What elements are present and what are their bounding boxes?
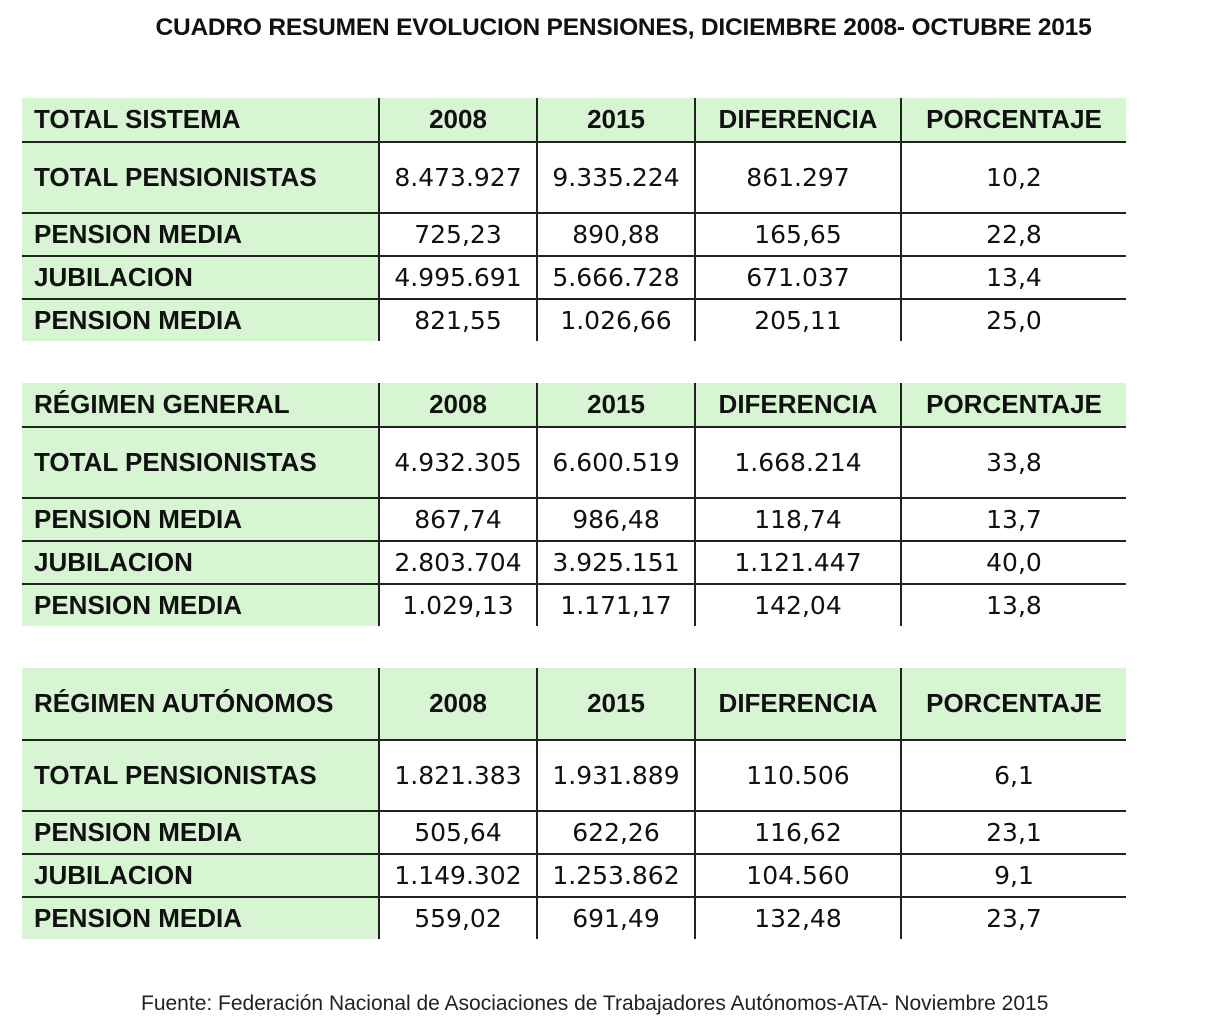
cell-diferencia: 110.506 — [695, 740, 901, 811]
cell-diferencia: 132,48 — [695, 897, 901, 939]
table-row — [22, 299, 1126, 341]
cell-diferencia: 104.560 — [695, 854, 901, 897]
cell-2008: 1.149.302 — [379, 854, 537, 897]
cell-2008: 2.803.704 — [379, 541, 537, 584]
column-header-2015: 2015 — [537, 668, 695, 740]
cell-diferencia: 861.297 — [695, 142, 901, 213]
table-regimen-general — [22, 383, 1126, 626]
cell-2008: 8.473.927 — [379, 142, 537, 213]
table-row — [22, 854, 1126, 897]
cell-porcentaje: 25,0 — [986, 306, 1042, 335]
table-regimen-autonomos — [22, 668, 1126, 939]
cell-2015: 5.666.728 — [537, 256, 695, 299]
table-header-row — [22, 98, 1126, 142]
cell-2015: 1.026,66 — [537, 299, 695, 341]
row-label: JUBILACION — [22, 541, 379, 584]
cell-porcentaje: 10,2 — [901, 142, 1126, 213]
cell-2008: 505,64 — [379, 811, 537, 854]
cell-2008: 4.995.691 — [379, 256, 537, 299]
section-heading: TOTAL SISTEMA — [22, 98, 379, 142]
column-header-diferencia: DIFERENCIA — [695, 668, 901, 740]
cell-2008: 4.932.305 — [379, 427, 537, 498]
table-header-row — [22, 383, 1126, 427]
row-label: TOTAL PENSIONISTAS — [22, 427, 379, 498]
page-title: CUADRO RESUMEN EVOLUCION PENSIONES, DICIEMBRE 2008- OCTUBRE 2015 — [155, 14, 1092, 41]
cell-diferencia: 116,62 — [695, 811, 901, 854]
table-row — [22, 811, 1126, 854]
row-label: PENSION MEDIA — [22, 498, 379, 541]
cell-diferencia: 1.668.214 — [695, 427, 901, 498]
row-label: PENSION MEDIA — [22, 897, 379, 939]
cell-porcentaje: 6,1 — [901, 740, 1126, 811]
cell-2015: 691,49 — [537, 897, 695, 939]
row-label: TOTAL PENSIONISTAS — [22, 142, 379, 213]
row-label: JUBILACION — [22, 854, 379, 897]
cell-2008: 559,02 — [379, 897, 537, 939]
cell-diferencia: 165,65 — [695, 213, 901, 256]
table-row — [22, 740, 1126, 811]
cell-porcentaje: 40,0 — [901, 541, 1126, 584]
table-row — [22, 427, 1126, 498]
column-header-2015: 2015 — [537, 98, 695, 142]
table-row — [22, 142, 1126, 213]
cell-porcentaje: 13,4 — [901, 256, 1126, 299]
cell-porcentaje: 9,1 — [901, 854, 1126, 897]
section-heading: RÉGIMEN GENERAL — [22, 383, 379, 427]
cell-2015: 1.171,17 — [537, 584, 695, 626]
cell-2008: 1.821.383 — [379, 740, 537, 811]
cell-2015: 9.335.224 — [537, 142, 695, 213]
column-header-porcentaje: PORCENTAJE — [901, 668, 1126, 740]
table-row — [22, 584, 1126, 626]
source-note: Fuente: Federación Nacional de Asociaciones de Trabajadores Autónomos-ATA- Noviembre 2015 — [141, 992, 1049, 1015]
table-row — [22, 256, 1126, 299]
table-header-row — [22, 668, 1126, 740]
column-header-2008: 2008 — [379, 383, 537, 427]
table-row — [22, 897, 1126, 939]
cell-2015: 890,88 — [537, 213, 695, 256]
cell-diferencia: 1.121.447 — [695, 541, 901, 584]
cell-porcentaje: 23,1 — [901, 811, 1126, 854]
cell-2015: 986,48 — [537, 498, 695, 541]
cell-diferencia: 118,74 — [695, 498, 901, 541]
cell-diferencia: 671.037 — [695, 256, 901, 299]
column-header-diferencia: DIFERENCIA — [695, 98, 901, 142]
column-header-porcentaje: PORCENTAJE — [901, 98, 1126, 142]
cell-2015: 1.931.889 — [537, 740, 695, 811]
column-header-2015: 2015 — [537, 383, 695, 427]
column-header-2008: 2008 — [379, 668, 537, 740]
cell-2015: 622,26 — [537, 811, 695, 854]
table-total-sistema — [22, 98, 1126, 341]
row-label: TOTAL PENSIONISTAS — [22, 740, 379, 811]
cell-porcentaje: 23,7 — [986, 904, 1042, 933]
cell-2015: 6.600.519 — [537, 427, 695, 498]
section-heading: RÉGIMEN AUTÓNOMOS — [22, 668, 379, 740]
cell-porcentaje: 13,8 — [986, 591, 1042, 620]
table-row — [22, 541, 1126, 584]
cell-porcentaje: 22,8 — [901, 213, 1126, 256]
cell-2008: 867,74 — [379, 498, 537, 541]
row-label: JUBILACION — [22, 256, 379, 299]
row-label: PENSION MEDIA — [22, 213, 379, 256]
cell-porcentaje: 13,7 — [901, 498, 1126, 541]
table-row — [22, 213, 1126, 256]
cell-2015: 3.925.151 — [537, 541, 695, 584]
row-label: PENSION MEDIA — [22, 584, 379, 626]
row-label: PENSION MEDIA — [22, 299, 379, 341]
cell-2008: 725,23 — [379, 213, 537, 256]
column-header-diferencia: DIFERENCIA — [695, 383, 901, 427]
row-label: PENSION MEDIA — [22, 811, 379, 854]
cell-2008: 1.029,13 — [379, 584, 537, 626]
column-header-porcentaje: PORCENTAJE — [901, 383, 1126, 427]
cell-2008: 821,55 — [379, 299, 537, 341]
cell-porcentaje: 33,8 — [901, 427, 1126, 498]
cell-diferencia: 142,04 — [695, 584, 901, 626]
table-row — [22, 498, 1126, 541]
cell-diferencia: 205,11 — [695, 299, 901, 341]
column-header-2008: 2008 — [379, 98, 537, 142]
cell-2015: 1.253.862 — [537, 854, 695, 897]
